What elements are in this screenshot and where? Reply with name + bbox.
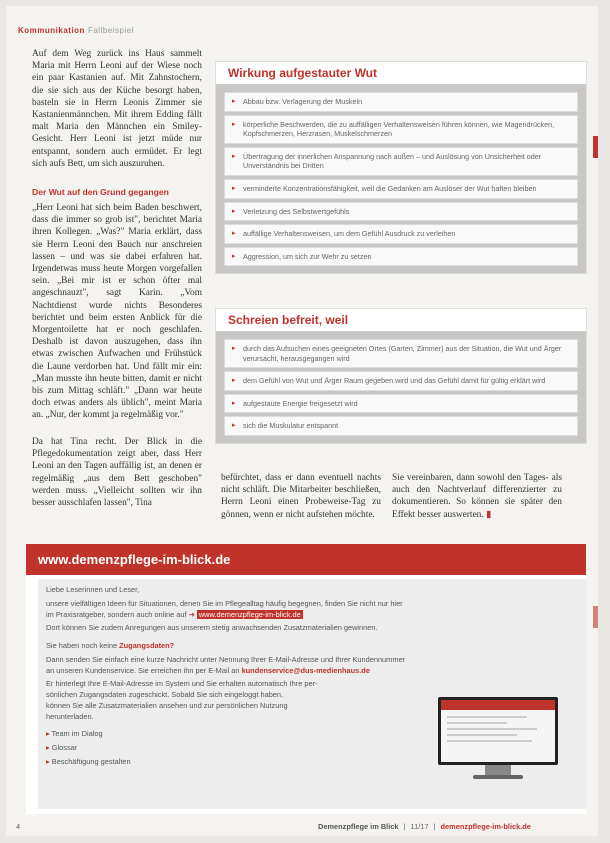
info-box-wut [216,62,586,273]
paragraph-intro: Auf dem Weg zurück ins Haus sammelt Maria mit Herrn Leoni auf der Wiese noch ein paar Kastanien auf. Mit Zahnstochern, die sie sich aus der Küche besorgt haben, basteln sie in Herrn Leonis Zimmer sie Kastanienmännchen. Mit ihrem Edding fällt malt Maria den Männchen ein Smiley-Gesicht. Herr Leoni ist jetzt müde nur entspannt, sondern auch ermüdet. Er legt sich aufs Bett, um sich auszuruhen. [32,49,202,169]
preview-line [447,722,507,724]
preview-line [447,734,517,736]
preview-line [447,728,537,730]
website-preview [441,700,555,762]
page-number: 4 [16,822,21,831]
preview-line [447,716,527,718]
list-item: ▸ verminderte Konzentrationsfähigkeit, weil die Gedanken am Auslöser der Wut haften bleiben [224,179,578,199]
body-line: können Sie alle Zusatzmaterialien ansehen und zur persönlichen Nutzung [46,701,288,710]
question-text: Sie haben noch keine [46,641,118,650]
link-item[interactable]: ▸ Beschäftigung gestalten [46,757,131,767]
arrow-icon: ➜ [188,610,195,619]
body-line: unsere vielfältigen Ideen für Situationen, denen Sie im Pflegealltag häufig begegnen, finden Sie nicht nur hier [46,599,403,608]
list-item: ▸ Verletzung des Selbstwertgefühls [224,202,578,222]
web-promo-box [26,544,586,814]
body-line [46,610,303,620]
preview-header [441,700,555,710]
list-item: ▸ körperliche Beschwerden, die zu auffälligen Verhaltensweisen führen können, wie Magendrücken, Kopfschmerzen, Herzrasen, Muskelschmerzen [224,115,578,144]
website-link[interactable]: www.demenzpflege-im-blick.de [198,610,301,619]
publication-name: Demenzpflege im Blick [318,822,399,831]
list-item: ▸ aufgestaute Energie freigesetzt wird [224,394,578,414]
info-box-title: Schreien befreit, weil [216,309,586,332]
info-box-list [216,85,586,273]
edge-tab [593,136,598,158]
section-subtitle: Fallbeispiel [87,26,134,35]
closing-paragraph: Sie vereinbaren, dann sowohl den Tages- als auch den Nachtverlauf differenzierter zu dokumentieren. So können sie später den Effekt besser auswerten. [392,473,562,520]
edge-tab [593,606,598,628]
footer-publication [318,822,531,831]
end-mark-icon: ▮ [486,509,492,520]
monitor-foot [473,775,523,779]
web-promo-body [38,579,586,809]
column-text-5 [392,472,562,521]
footer-separator: | [433,822,436,831]
email-link[interactable]: kundenservice@dus-medienhaus.de [241,666,370,675]
footer-separator: | [403,822,406,831]
body-line: sönlichen Zugangsdaten zugeschickt. Sobald Sie sich eingeloggt haben, [46,690,284,699]
list-item: ▸ durch das Aufsuchen eines geeigneten Ortes (Garten, Zimmer) aus der Situation, die Wut und Ärger verursacht, herausgegangen wird [224,339,578,368]
body-line: Dann senden Sie einfach eine kurze Nachricht unter Nennung Ihrer E-Mail-Adresse und Ihrer Kundennummer [46,655,406,664]
monitor-image [438,697,558,787]
body-line-text: im Praxisratgeber, sondern auch online auf [46,610,187,619]
issue-number: 11/17 [410,822,429,831]
info-box-list [216,332,586,443]
subheading: Der Wut auf den Grund gegangen [32,187,169,197]
body-line: Er hinterlegt Ihre E-Mail-Adresse im System und Sie erhalten automatisch Ihre per- [46,679,318,688]
info-box-schreien [216,309,586,443]
monitor-stand [485,765,511,775]
list-item: ▸ Übertragung der innerlichen Anspannung nach außen – und Auslösung von Unsicherheit oder Unverständnis bei Dritten [224,147,578,176]
column-text-2 [32,202,202,428]
greeting: Liebe Leserinnen und Leser, [46,585,140,594]
list-item: ▸ auffällige Verhaltensweisen, um dem Gefühl Ausdruck zu verleihen [224,224,578,244]
section-title: Kommunikation [18,26,85,35]
body-line [46,666,370,676]
link-item[interactable]: ▸ Team im Dialog [46,729,103,739]
column-text-3 [32,436,202,509]
paragraph-story: „Herr Leoni hat sich beim Baden beschwert, dass die immer so grob ist", berichtet Maria ihren Kollegen. „Was?" Maria erklärt, dass sie Herrn Leoni den Bauch nur anschreien lassen – und was sie dabei erfahren hat. Irgendetwas muss heute Morgen vorgefallen sein. „Bei mir ist er schon öfter mal angeschnauzt", sagt Karin. „Vom Nachtdienst wurde nichts Besonderes berichtet und beim ersten Anblick für die Morgentoilette hat er noch geschlafen. Deshalb ist davon auszugehen, dass ihn etwas zwischen Aufwachen und Frühstück die Laune verdorben hat. Und fällt mir ein: „Man musste ihn heute bitten, damit er nicht bis zum Mittag schläft." „Dann war heute doch etwas anders als üblich", meint Maria an. „Nur, der kommt ja regelmäßig vor." [32,203,202,421]
question-line [46,641,174,651]
magazine-page [6,6,598,836]
column-text-1 [32,48,202,170]
list-item: ▸ dem Gefühl von Wut und Ärger Raum gegeben wird und das Gefühl damit für gültig erklärt wird [224,371,578,391]
body-line: Dort können Sie zudem Anregungen aus unserem stetig anwachsenden Zusatzmaterialien gewinnen. [46,623,378,632]
list-item: ▸ Aggression, um sich zur Wehr zu setzen [224,247,578,267]
paragraph-documentation: Da hat Tina recht. Der Blick in die Pflegedokumentation zeigt aber, dass Herr Leoni an den Tagen auffällig ist, an denen er regelmäßig „aus dem Bett geschoben" werden muss. „Vielleicht sollten wir ihn besser ausschlafen lassen", Tina [32,437,202,509]
link-item[interactable]: ▸ Glossar [46,743,77,753]
preview-line [447,740,532,742]
list-item: ▸ Abbau bzw. Verlagerung der Muskeln [224,92,578,112]
body-line-text: an unseren Kundenservice. Sie erreichen ihn per E-Mail an [46,666,240,675]
info-box-title: Wirkung aufgestauter Wut [216,62,586,85]
column-text-4: befürchtet, dass er dann eventuell nachts nicht schläft. Die Mitarbeiter beschließen, Herrn Leoni einen Probeweise-Tag zu gönnen, wenn er nicht aufstehen möchte. [221,473,381,520]
body-line: herunterladen. [46,712,94,721]
monitor-screen [438,697,558,765]
footer-url: demenzpflege-im-blick.de [440,822,531,831]
section-header [18,26,134,35]
question-highlight: Zugangsdaten? [119,641,175,650]
list-item: ▸ sich die Muskulatur entspannt [224,416,578,436]
web-promo-title: www.demenzpflege-im-blick.de [26,544,586,575]
